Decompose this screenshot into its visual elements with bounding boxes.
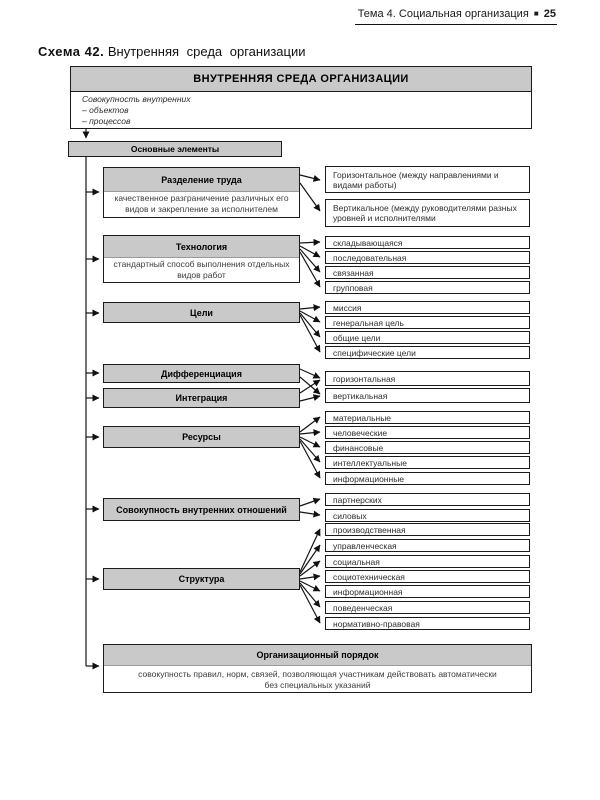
leaf-technology-sequential: последовательная	[325, 251, 530, 264]
leaf-resources-financial: финансовые	[325, 441, 530, 454]
leaf-resources-intellectual: интеллектуальные	[325, 456, 530, 469]
leaf-structure-social: социальная	[325, 555, 530, 568]
leaf-technology-group: групповая	[325, 281, 530, 294]
leaf-structure-managerial: управленческая	[325, 539, 530, 552]
root-box-description	[82, 94, 522, 127]
branch-structure: Структура	[103, 568, 300, 590]
branch-division-of-labor-title: Разделение труда	[104, 168, 299, 192]
square-bullet-icon: ■	[533, 9, 539, 18]
leaf-structure-production: производственная	[325, 523, 530, 536]
leaf-technology-folding: складывающаяся	[325, 236, 530, 249]
root-description-line: Совокупность внутренних	[82, 94, 191, 104]
leaf-diffint-horizontal: горизонтальная	[325, 371, 530, 386]
leaf-structure-normative: нормативно-правовая	[325, 617, 530, 630]
leaf-goals-mission: миссия	[325, 301, 530, 314]
leaf-resources-informational: информационные	[325, 472, 530, 485]
page-number: 25	[543, 8, 556, 20]
root-box-title: ВНУТРЕННЯЯ СРЕДА ОРГАНИЗАЦИИ	[71, 67, 531, 92]
leaf-relations-power: силовых	[325, 509, 530, 522]
scheme-caption-label: Схема 42.	[38, 44, 105, 59]
branch-technology-title: Технология	[104, 236, 299, 258]
leaf-technology-linked: связанная	[325, 266, 530, 279]
branch-differentiation: Дифференциация	[103, 364, 300, 383]
leaf-structure-sociotechnical: социотехническая	[325, 570, 530, 583]
leaf-goals-general: генеральная цель	[325, 316, 530, 329]
leaf-goals-specific: специфические цели	[325, 346, 530, 359]
branch-organizational-order-title: Организационный порядок	[104, 645, 531, 666]
root-description-line: – объектов	[82, 105, 129, 115]
scheme-caption	[38, 44, 306, 59]
leaf-relations-partner: партнерских	[325, 493, 530, 506]
main-elements-box: Основные элементы	[68, 141, 282, 157]
branch-organizational-order	[103, 644, 532, 693]
branch-technology	[103, 235, 300, 283]
leaf-goals-common: общие цели	[325, 331, 530, 344]
running-header	[355, 8, 557, 25]
branch-integration: Интеграция	[103, 388, 300, 408]
branch-division-of-labor-description: качественное разграничение различных его видов и закрепление за исполнителем	[114, 193, 289, 214]
leaf-resources-human: человеческие	[325, 426, 530, 439]
branch-relations: Совокупность внутренних отношений	[103, 498, 300, 521]
branch-division-of-labor	[103, 167, 300, 218]
leaf-structure-informational: информационная	[325, 585, 530, 598]
leaf-diffint-vertical: вертикальная	[325, 388, 530, 403]
organizational-order-description-line2: без специальных указаний	[264, 680, 371, 690]
leaf-structure-behavioral: поведенческая	[325, 601, 530, 614]
leaf-division-vertical: Вертикальное (между руководителями разных уровней и исполнителями	[325, 199, 530, 227]
organizational-order-description-line1: совокупность правил, норм, связей, позволяющая участникам действовать автоматически	[138, 669, 497, 679]
branch-resources: Ресурсы	[103, 426, 300, 448]
branch-technology-description: стандартный способ выполнения отдельных видов работ	[113, 259, 290, 280]
running-header-text: Тема 4. Социальная организация	[357, 8, 529, 20]
leaf-division-horizontal: Горизонтальное (между направлениями и видами работы)	[325, 166, 530, 193]
root-description-line: – процессов	[82, 116, 131, 126]
leaf-resources-material: материальные	[325, 411, 530, 424]
branch-goals: Цели	[103, 302, 300, 323]
scheme-caption-text: Внутренняя среда организации	[107, 44, 306, 59]
